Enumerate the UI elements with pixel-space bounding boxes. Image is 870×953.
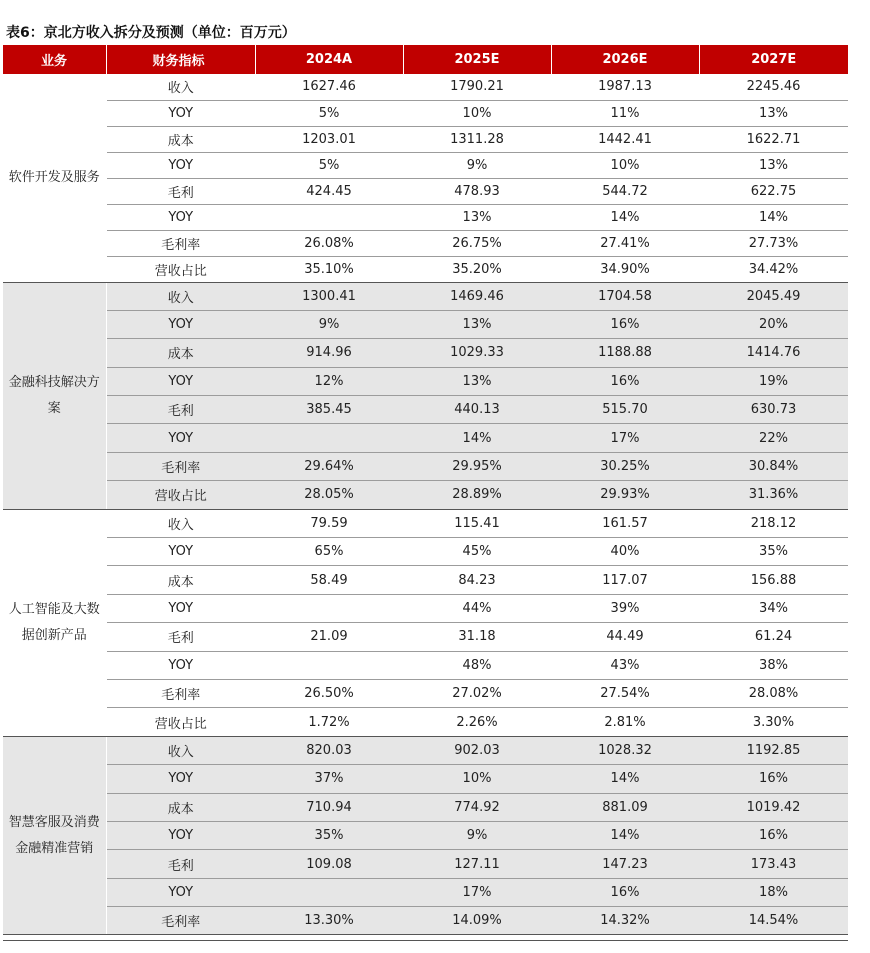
value-cell (255, 594, 403, 622)
segment-group (3, 736, 848, 935)
value-cell: 27.41% (551, 230, 699, 256)
metric-cell: YOY (106, 538, 255, 566)
metric-cell: 成本 (106, 126, 255, 152)
metric-cell: YOY (106, 878, 255, 906)
value-cell: 1790.21 (403, 74, 551, 100)
value-cell: 14.32% (551, 907, 699, 935)
value-cell: 1029.33 (403, 339, 551, 367)
table-row (3, 509, 848, 537)
header-2025e: 2025E (403, 45, 551, 74)
table-row (3, 907, 848, 935)
table-row (3, 452, 848, 480)
metric-cell: YOY (106, 821, 255, 849)
value-cell: 45% (403, 538, 551, 566)
metric-cell: 毛利率 (106, 452, 255, 480)
segment-group (3, 282, 848, 509)
value-cell: 13.30% (255, 907, 403, 935)
business-segment-cell: 金融科技解决方案 (3, 282, 106, 509)
value-cell: 65% (255, 538, 403, 566)
value-cell: 44% (403, 594, 551, 622)
value-cell: 14% (551, 204, 699, 230)
value-cell: 35% (699, 538, 848, 566)
business-segment-cell: 软件开发及服务 (3, 74, 106, 282)
metric-cell: YOY (106, 310, 255, 338)
table-row (3, 850, 848, 878)
value-cell: 424.45 (255, 178, 403, 204)
value-cell: 14% (699, 204, 848, 230)
metric-cell: YOY (106, 424, 255, 452)
value-cell: 9% (403, 821, 551, 849)
table-row (3, 339, 848, 367)
metric-cell: 毛利率 (106, 679, 255, 707)
value-cell: 34.90% (551, 256, 699, 282)
metric-cell: 收入 (106, 74, 255, 100)
value-cell: 21.09 (255, 623, 403, 651)
value-cell: 27.73% (699, 230, 848, 256)
value-cell: 34% (699, 594, 848, 622)
value-cell: 5% (255, 100, 403, 126)
table-row (3, 708, 848, 736)
value-cell: 1028.32 (551, 736, 699, 764)
value-cell: 1019.42 (699, 793, 848, 821)
metric-cell: 毛利 (106, 623, 255, 651)
table-row (3, 367, 848, 395)
value-cell: 37% (255, 765, 403, 793)
revenue-forecast-table (3, 45, 848, 935)
value-cell: 29.64% (255, 452, 403, 480)
business-segment-cell: 人工智能及大数据创新产品 (3, 509, 106, 736)
value-cell: 127.11 (403, 850, 551, 878)
metric-cell: 营收占比 (106, 708, 255, 736)
table-row (3, 566, 848, 594)
value-cell: 218.12 (699, 509, 848, 537)
table-row (3, 623, 848, 651)
value-cell: 26.75% (403, 230, 551, 256)
value-cell: 13% (403, 310, 551, 338)
value-cell: 14% (403, 424, 551, 452)
value-cell: 84.23 (403, 566, 551, 594)
value-cell: 630.73 (699, 396, 848, 424)
value-cell: 31.18 (403, 623, 551, 651)
metric-cell: 营收占比 (106, 256, 255, 282)
value-cell: 16% (699, 821, 848, 849)
table-row (3, 204, 848, 230)
value-cell: 161.57 (551, 509, 699, 537)
metric-cell: 营收占比 (106, 481, 255, 509)
value-cell: 10% (403, 100, 551, 126)
value-cell: 544.72 (551, 178, 699, 204)
value-cell: 14.54% (699, 907, 848, 935)
value-cell: 43% (551, 651, 699, 679)
value-cell: 26.50% (255, 679, 403, 707)
value-cell: 1627.46 (255, 74, 403, 100)
value-cell: 14% (551, 821, 699, 849)
value-cell: 515.70 (551, 396, 699, 424)
table-row (3, 878, 848, 906)
value-cell: 79.59 (255, 509, 403, 537)
metric-cell: 收入 (106, 736, 255, 764)
table-row (3, 424, 848, 452)
table-row (3, 765, 848, 793)
value-cell: 13% (699, 152, 848, 178)
header-2026e: 2026E (551, 45, 699, 74)
table-row (3, 282, 848, 310)
value-cell (255, 878, 403, 906)
value-cell: 9% (255, 310, 403, 338)
value-cell: 29.95% (403, 452, 551, 480)
value-cell: 914.96 (255, 339, 403, 367)
value-cell: 38% (699, 651, 848, 679)
value-cell: 30.84% (699, 452, 848, 480)
value-cell: 28.89% (403, 481, 551, 509)
value-cell: 10% (403, 765, 551, 793)
value-cell: 3.30% (699, 708, 848, 736)
value-cell: 5% (255, 152, 403, 178)
value-cell: 774.92 (403, 793, 551, 821)
value-cell: 117.07 (551, 566, 699, 594)
value-cell: 478.93 (403, 178, 551, 204)
value-cell: 35.20% (403, 256, 551, 282)
value-cell: 61.24 (699, 623, 848, 651)
value-cell: 622.75 (699, 178, 848, 204)
table-row (3, 396, 848, 424)
value-cell: 1188.88 (551, 339, 699, 367)
value-cell: 14.09% (403, 907, 551, 935)
value-cell: 710.94 (255, 793, 403, 821)
segment-group (3, 509, 848, 736)
table-row (3, 679, 848, 707)
value-cell: 147.23 (551, 850, 699, 878)
segment-group (3, 74, 848, 282)
table-row (3, 126, 848, 152)
table-row (3, 736, 848, 764)
value-cell: 2.26% (403, 708, 551, 736)
value-cell: 13% (403, 204, 551, 230)
header-metric: 财务指标 (106, 45, 255, 74)
value-cell: 173.43 (699, 850, 848, 878)
value-cell (255, 204, 403, 230)
value-cell (255, 424, 403, 452)
metric-cell: YOY (106, 204, 255, 230)
value-cell: 17% (403, 878, 551, 906)
value-cell: 34.42% (699, 256, 848, 282)
value-cell: 1704.58 (551, 282, 699, 310)
value-cell (255, 651, 403, 679)
value-cell: 115.41 (403, 509, 551, 537)
business-segment-cell: 智慧客服及消费金融精准营销 (3, 736, 106, 935)
metric-cell: YOY (106, 594, 255, 622)
table-row (3, 594, 848, 622)
value-cell: 48% (403, 651, 551, 679)
value-cell: 35% (255, 821, 403, 849)
metric-cell: 毛利率 (106, 230, 255, 256)
value-cell: 35.10% (255, 256, 403, 282)
table-row (3, 230, 848, 256)
header-2027e: 2027E (699, 45, 848, 74)
value-cell: 1469.46 (403, 282, 551, 310)
value-cell: 2045.49 (699, 282, 848, 310)
metric-cell: 毛利 (106, 396, 255, 424)
value-cell: 1300.41 (255, 282, 403, 310)
metric-cell: YOY (106, 152, 255, 178)
value-cell: 19% (699, 367, 848, 395)
value-cell: 1311.28 (403, 126, 551, 152)
header-2024a: 2024A (255, 45, 403, 74)
table-row (3, 651, 848, 679)
value-cell: 27.02% (403, 679, 551, 707)
value-cell: 820.03 (255, 736, 403, 764)
value-cell: 39% (551, 594, 699, 622)
metric-cell: YOY (106, 367, 255, 395)
value-cell: 13% (699, 100, 848, 126)
value-cell: 385.45 (255, 396, 403, 424)
metric-cell: 毛利率 (106, 907, 255, 935)
table-row (3, 793, 848, 821)
header-business: 业务 (3, 45, 106, 74)
table-row (3, 152, 848, 178)
value-cell: 16% (699, 765, 848, 793)
table-row (3, 256, 848, 282)
value-cell: 26.08% (255, 230, 403, 256)
value-cell: 16% (551, 878, 699, 906)
metric-cell: 成本 (106, 793, 255, 821)
value-cell: 2.81% (551, 708, 699, 736)
value-cell: 17% (551, 424, 699, 452)
table-row (3, 178, 848, 204)
metric-cell: 成本 (106, 339, 255, 367)
value-cell: 156.88 (699, 566, 848, 594)
metric-cell: YOY (106, 651, 255, 679)
value-cell: 58.49 (255, 566, 403, 594)
metric-cell: 毛利 (106, 850, 255, 878)
table-title: 表6：京北方收入拆分及预测（单位：百万元） (6, 25, 296, 41)
value-cell: 902.03 (403, 736, 551, 764)
metric-cell: 收入 (106, 282, 255, 310)
value-cell: 1192.85 (699, 736, 848, 764)
value-cell: 14% (551, 765, 699, 793)
value-cell: 18% (699, 878, 848, 906)
header-row (3, 45, 848, 74)
value-cell: 440.13 (403, 396, 551, 424)
value-cell: 2245.46 (699, 74, 848, 100)
value-cell: 11% (551, 100, 699, 126)
table-row (3, 100, 848, 126)
metric-cell: YOY (106, 765, 255, 793)
value-cell: 1.72% (255, 708, 403, 736)
value-cell: 9% (403, 152, 551, 178)
table-bottom-rule (3, 940, 848, 941)
value-cell: 16% (551, 310, 699, 338)
table-row (3, 74, 848, 100)
value-cell: 40% (551, 538, 699, 566)
value-cell: 881.09 (551, 793, 699, 821)
value-cell: 28.05% (255, 481, 403, 509)
value-cell: 16% (551, 367, 699, 395)
value-cell: 31.36% (699, 481, 848, 509)
value-cell: 1414.76 (699, 339, 848, 367)
value-cell: 44.49 (551, 623, 699, 651)
value-cell: 27.54% (551, 679, 699, 707)
value-cell: 12% (255, 367, 403, 395)
value-cell: 20% (699, 310, 848, 338)
value-cell: 1203.01 (255, 126, 403, 152)
value-cell: 10% (551, 152, 699, 178)
value-cell: 22% (699, 424, 848, 452)
value-cell: 1622.71 (699, 126, 848, 152)
value-cell: 29.93% (551, 481, 699, 509)
value-cell: 28.08% (699, 679, 848, 707)
table-row (3, 821, 848, 849)
metric-cell: YOY (106, 100, 255, 126)
metric-cell: 成本 (106, 566, 255, 594)
table-row (3, 310, 848, 338)
value-cell: 1987.13 (551, 74, 699, 100)
metric-cell: 收入 (106, 509, 255, 537)
table-row (3, 538, 848, 566)
value-cell: 1442.41 (551, 126, 699, 152)
value-cell: 109.08 (255, 850, 403, 878)
value-cell: 30.25% (551, 452, 699, 480)
value-cell: 13% (403, 367, 551, 395)
metric-cell: 毛利 (106, 178, 255, 204)
table-row (3, 481, 848, 509)
